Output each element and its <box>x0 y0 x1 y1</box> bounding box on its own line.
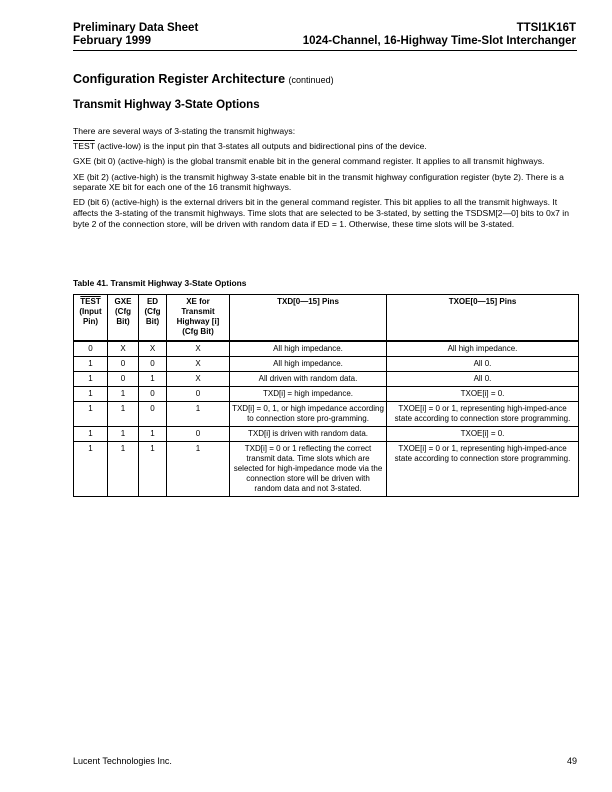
cell-txoe: TXOE[i] = 0. <box>387 427 579 442</box>
col-header-ed: ED (Cfg Bit) <box>139 295 167 342</box>
cell-test: 1 <box>74 387 108 402</box>
cell-txd: TXD[i] = 0, 1, or high impedance according to connection store pro-gramming. <box>230 402 387 427</box>
cell-xe: X <box>167 341 230 357</box>
cell-ed: 0 <box>139 357 167 372</box>
cell-test: 1 <box>74 402 108 427</box>
doc-type: Preliminary Data Sheet <box>73 22 199 34</box>
cell-txd: TXD[i] = 0 or 1 reflecting the correct transmit data. Time slots which are selected for high-impedance mode via the connection store will be driven with random data and not 3-stated. <box>230 442 387 497</box>
cell-txd: TXD[i] = high impedance. <box>230 387 387 402</box>
section-continued: (continued) <box>288 75 334 85</box>
body-text <box>73 126 579 234</box>
cell-txd: All high impedance. <box>230 341 387 357</box>
part-number: TTSI1K16T <box>516 22 576 34</box>
table-row <box>74 427 579 442</box>
col-header-txd: TXD[0—15] Pins <box>230 295 387 342</box>
cell-xe: 1 <box>167 402 230 427</box>
cell-test: 1 <box>74 427 108 442</box>
header-right <box>303 22 576 48</box>
cell-test: 1 <box>74 372 108 387</box>
cell-test: 1 <box>74 357 108 372</box>
cell-gxe: 1 <box>108 442 139 497</box>
cell-txoe: All 0. <box>387 357 579 372</box>
table-row <box>74 402 579 427</box>
cell-ed: 1 <box>139 442 167 497</box>
col-header-gxe: GXE (Cfg Bit) <box>108 295 139 342</box>
cell-xe: 0 <box>167 387 230 402</box>
table-caption: Table 41. Transmit Highway 3-State Options <box>73 278 247 288</box>
cell-ed: 1 <box>139 372 167 387</box>
cell-txd: All driven with random data. <box>230 372 387 387</box>
cell-txoe: All high impedance. <box>387 341 579 357</box>
table-row <box>74 442 579 497</box>
table-row <box>74 387 579 402</box>
cell-txoe: TXOE[i] = 0 or 1, representing high-imped-ance state according to connection store programming. <box>387 442 579 497</box>
header-rule <box>73 50 577 51</box>
xe-paragraph: XE (bit 2) (active-high) is the transmit highway 3-state enable bit in the transmit highway configuration register (byte 2). There is a separate XE bit for each one of the 16 transmit highways. <box>73 171 564 193</box>
cell-ed: X <box>139 341 167 357</box>
cell-ed: 0 <box>139 387 167 402</box>
subsection-title: Transmit Highway 3-State Options <box>73 99 260 111</box>
intro-paragraph: There are several ways of 3-stating the transmit highways: <box>73 126 296 136</box>
cell-xe: X <box>167 372 230 387</box>
cell-gxe: 1 <box>108 387 139 402</box>
col-header-test <box>74 295 108 342</box>
section-title <box>73 72 334 86</box>
cell-txd: TXD[i] is driven with random data. <box>230 427 387 442</box>
col-header-test-name: TEST <box>80 297 101 306</box>
ed-paragraph: ED (bit 6) (active-high) is the external drivers bit in the general command register. This bit applies to all the transmit highways. It affects the 3-stating of the transmit highways. Time slots that are selected to be 3-stated, by setting the TSDSM[2—0] bits to 0x7 in byte 2 of the connection store, will be driven with random data if ED = 1. Otherwise, these time slots will be 3-stated. <box>73 197 569 229</box>
cell-test: 1 <box>74 442 108 497</box>
test-paragraph <box>73 141 579 152</box>
footer-page-number: 49 <box>566 756 577 766</box>
test-paragraph-text: (active-low) is the input pin that 3-states all outputs and bidirectional pins of the device. <box>94 141 427 152</box>
test-signal-name: TEST <box>73 141 95 152</box>
header-left <box>73 22 198 48</box>
table-row <box>74 341 579 357</box>
section-title-text: Configuration Register Architecture <box>73 72 286 86</box>
cell-gxe: 0 <box>108 357 139 372</box>
cell-txoe: All 0. <box>387 372 579 387</box>
col-header-xe: XE for Transmit Highway [i] (Cfg Bit) <box>167 295 230 342</box>
col-header-test-desc: (Input Pin) <box>79 307 102 326</box>
cell-txoe: TXOE[i] = 0 or 1, representing high-imped-ance state according to connection store programming. <box>387 402 579 427</box>
table-header-row <box>74 295 579 342</box>
cell-gxe: 1 <box>108 427 139 442</box>
cell-ed: 0 <box>139 402 167 427</box>
cell-xe: 0 <box>167 427 230 442</box>
cell-txoe: TXOE[i] = 0. <box>387 387 579 402</box>
cell-xe: 1 <box>167 442 230 497</box>
cell-gxe: X <box>108 341 139 357</box>
table-row <box>74 372 579 387</box>
cell-xe: X <box>167 357 230 372</box>
cell-ed: 1 <box>139 427 167 442</box>
part-title: 1024-Channel, 16-Highway Time-Slot Interchanger <box>302 35 576 47</box>
three-state-options-table <box>73 294 579 497</box>
col-header-txoe: TXOE[0—15] Pins <box>387 295 579 342</box>
doc-date: February 1999 <box>73 35 151 47</box>
cell-test: 0 <box>74 341 108 357</box>
cell-txd: All high impedance. <box>230 357 387 372</box>
cell-gxe: 1 <box>108 402 139 427</box>
cell-gxe: 0 <box>108 372 139 387</box>
footer-company: Lucent Technologies Inc. <box>73 756 172 766</box>
table-row <box>74 357 579 372</box>
gxe-paragraph: GXE (bit 0) (active-high) is the global transmit enable bit in the general command register. It applies to all transmit highways. <box>73 156 545 167</box>
